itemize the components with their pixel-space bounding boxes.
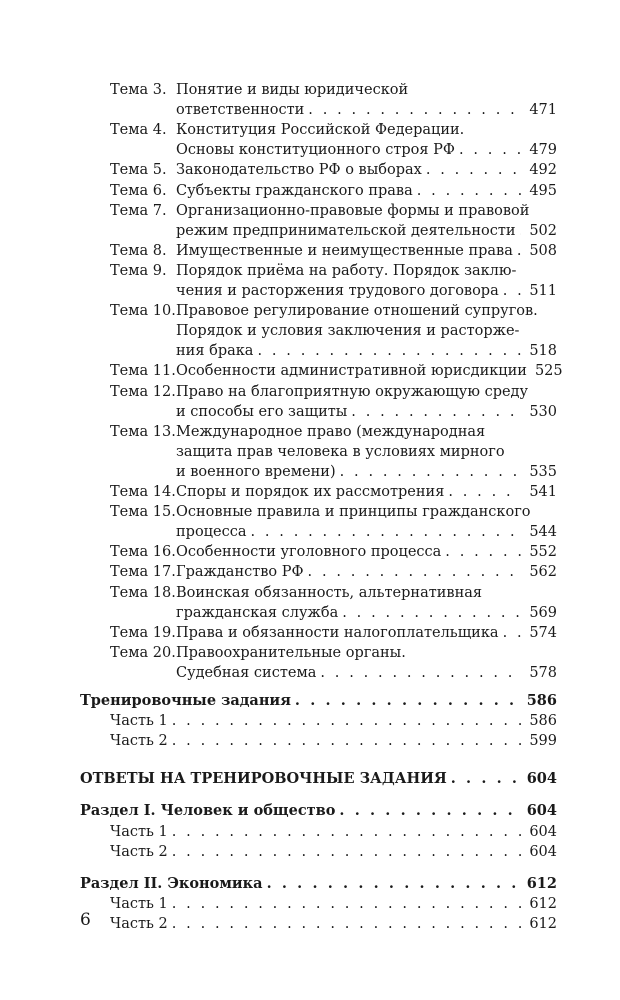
toc-entry-page: 569 [529, 604, 557, 621]
toc-entry [176, 341, 557, 361]
toc-entry-text: процесса [176, 524, 247, 541]
dot-leader [320, 663, 521, 683]
toc-entry-page: 562 [529, 564, 557, 581]
toc-entry [176, 522, 557, 542]
dot-leader [417, 181, 521, 201]
section-entry-page: 612 [526, 874, 557, 892]
part-entry-text: Часть 2 [110, 843, 168, 860]
topic-title-line: Порядок приёма на работу. Порядок заклю- [176, 262, 517, 279]
toc-entry-text: гражданская служба [176, 604, 339, 621]
toc-entry-text: и способы его защиты [176, 403, 348, 420]
toc-entry-page: 541 [529, 484, 557, 500]
topic-title-line: Воинская обязанность, альтернативная [176, 584, 483, 601]
toc-entry-text: Основы конституционного строя РФ [176, 142, 455, 159]
topic-number: Тема 13. [110, 423, 176, 440]
dot-leader [426, 160, 521, 180]
toc-entry-text: чения и расторжения трудового договора [176, 283, 499, 299]
part-entry-page: 604 [529, 843, 557, 860]
section-entry [80, 874, 557, 894]
toc-entry-text: Права и обязанности налогоплательщика [176, 624, 499, 641]
toc-entry-page: 525 [534, 363, 563, 380]
dot-leader [340, 462, 521, 482]
toc-entry-page: 535 [529, 463, 557, 480]
dot-leader [172, 842, 521, 862]
toc-entry [176, 361, 563, 381]
toc-entry-text: Субъекты гражданского права [176, 182, 413, 199]
toc-entry-page: 544 [529, 524, 557, 541]
topic-number: Тема 15. [110, 504, 176, 521]
page-number: 6 [80, 910, 91, 930]
dot-leader [517, 241, 521, 261]
part-entry-text: Часть 2 [110, 733, 168, 750]
toc-entry-page: 574 [529, 624, 557, 641]
toc-entry-text: и военного времени) [176, 463, 336, 480]
toc-entry [176, 160, 557, 180]
toc-entry [176, 140, 557, 160]
part-entry-text: Часть 2 [110, 915, 168, 932]
topic-number: Тема 6. [110, 182, 167, 199]
topic-number: Тема 19. [110, 624, 176, 641]
toc-entry-text: режим предпринимательской деятельности [176, 222, 516, 239]
toc-entry-text: Особенности уголовного процесса [176, 544, 442, 561]
topic-number: Тема 16. [110, 544, 176, 561]
toc-entry [176, 603, 557, 623]
topic-number: Тема 4. [110, 122, 167, 139]
topic-title-line: Основные правила и принципы гражданского [176, 504, 531, 521]
topic-number: Тема 17. [110, 564, 176, 581]
section-entry-page: 604 [526, 770, 557, 788]
dot-leader [172, 711, 521, 731]
toc-entry-page: 508 [529, 242, 557, 259]
toc-entry [176, 281, 557, 301]
part-entry [110, 711, 557, 731]
part-entry-page: 612 [529, 895, 557, 912]
topic-number: Тема 12. [110, 383, 176, 400]
topic-title-line: защита прав человека в условиях мирного [176, 443, 505, 460]
toc-entry [176, 181, 557, 201]
dot-leader [257, 341, 521, 361]
section-entry-text: Тренировочные задания [80, 692, 291, 709]
topic-number: Тема 18. [110, 584, 176, 601]
section-entry [80, 801, 557, 821]
toc-entry-page: 530 [529, 403, 557, 420]
section-entry [80, 769, 557, 789]
section-entry-page: 604 [526, 802, 557, 820]
dot-leader [172, 914, 521, 934]
toc-entry [176, 100, 557, 120]
topic-title-line: Порядок и условия заключения и расторже- [176, 323, 520, 340]
dot-leader [520, 221, 521, 241]
toc-entry-text: Особенности административной юрисдикции [176, 363, 527, 380]
dot-leader [451, 769, 521, 789]
toc-entry-text: Законодательство РФ о выборах [176, 162, 422, 179]
topic-number: Тема 5. [110, 162, 167, 179]
toc-entry-page: 578 [529, 664, 557, 681]
topic-number: Тема 10. [110, 303, 176, 320]
toc-entry-page: 511 [529, 283, 557, 299]
topic-number: Тема 9. [110, 262, 167, 279]
dot-leader [351, 402, 521, 422]
dot-leader [250, 522, 521, 542]
toc-entry-page: 471 [529, 102, 557, 119]
toc-entry-text: Гражданство РФ [176, 564, 304, 581]
dot-leader [503, 623, 521, 643]
toc-entry-text: ответственности [176, 102, 305, 119]
topic-title-line: Правоохранительные органы. [176, 644, 406, 661]
section-entry-text: ОТВЕТЫ НА ТРЕНИРОВОЧНЫЕ ЗАДАНИЯ [80, 770, 447, 788]
dot-leader [503, 281, 521, 301]
topic-number: Тема 20. [110, 644, 176, 661]
section-entry-page: 586 [526, 692, 557, 709]
section-entry-text: Раздел I. Человек и общество [80, 802, 336, 820]
toc-entry-page: 479 [529, 142, 557, 159]
topic-number: Тема 11. [110, 363, 176, 380]
topic-number: Тема 14. [110, 484, 176, 500]
dot-leader [308, 562, 521, 582]
dot-leader [308, 100, 521, 120]
section-entry-text: Раздел II. Экономика [80, 874, 263, 892]
toc-entry-page: 518 [529, 343, 557, 360]
toc-entry [176, 562, 557, 582]
part-entry-text: Часть 1 [110, 713, 168, 730]
topic-title-line: Международное право (международная [176, 423, 486, 440]
part-entry [110, 914, 557, 934]
dot-leader [267, 874, 521, 894]
section-entry [80, 691, 557, 711]
dot-leader [448, 482, 521, 502]
dot-leader [172, 731, 521, 751]
toc-entry-page: 492 [529, 162, 557, 179]
toc-entry [176, 402, 557, 422]
part-entry [110, 822, 557, 842]
toc-entry-text: Судебная система [176, 664, 317, 681]
dot-leader [172, 822, 521, 842]
toc-entry [176, 542, 557, 562]
toc-entry [176, 462, 557, 482]
toc-entry-page: 502 [529, 222, 557, 239]
topic-number: Тема 8. [110, 242, 167, 259]
dot-leader [445, 542, 521, 562]
part-entry-page: 612 [529, 915, 557, 932]
part-entry-page: 599 [529, 733, 557, 750]
part-entry [110, 894, 557, 914]
part-entry-text: Часть 1 [110, 895, 168, 912]
topic-title-line: Право на благоприятную окружающую среду [176, 383, 529, 400]
topic-number: Тема 7. [110, 202, 167, 219]
toc-entry-text: ния брака [176, 343, 254, 360]
topic-title-line: Понятие и виды юридической [176, 82, 409, 98]
part-entry [110, 731, 557, 751]
part-entry-page: 604 [529, 823, 557, 840]
topic-title-line: Конституция Российской Федерации. [176, 122, 465, 139]
part-entry-text: Часть 1 [110, 823, 168, 840]
dot-leader [339, 801, 521, 821]
toc-entry [176, 482, 557, 502]
toc-entry-page: 495 [529, 182, 557, 199]
part-entry [110, 842, 557, 862]
dot-leader [295, 691, 521, 711]
part-entry-page: 586 [529, 713, 557, 730]
dot-leader [342, 603, 521, 623]
toc-entry [176, 221, 557, 241]
topic-title-line: Организационно-правовые формы и правовой [176, 202, 530, 219]
toc-entry-text: Имущественные и неимущественные права [176, 242, 513, 259]
dot-leader [172, 894, 521, 914]
toc-entry-text: Споры и порядок их рассмотрения [176, 484, 445, 500]
topic-title-line: Правовое регулирование отношений супругов. [176, 303, 538, 320]
toc-entry-page: 552 [529, 544, 557, 561]
dot-leader [459, 140, 521, 160]
toc-entry [176, 241, 557, 261]
topic-number: Тема 3. [110, 82, 167, 98]
toc-entry [176, 623, 557, 643]
toc-entry [176, 663, 557, 683]
